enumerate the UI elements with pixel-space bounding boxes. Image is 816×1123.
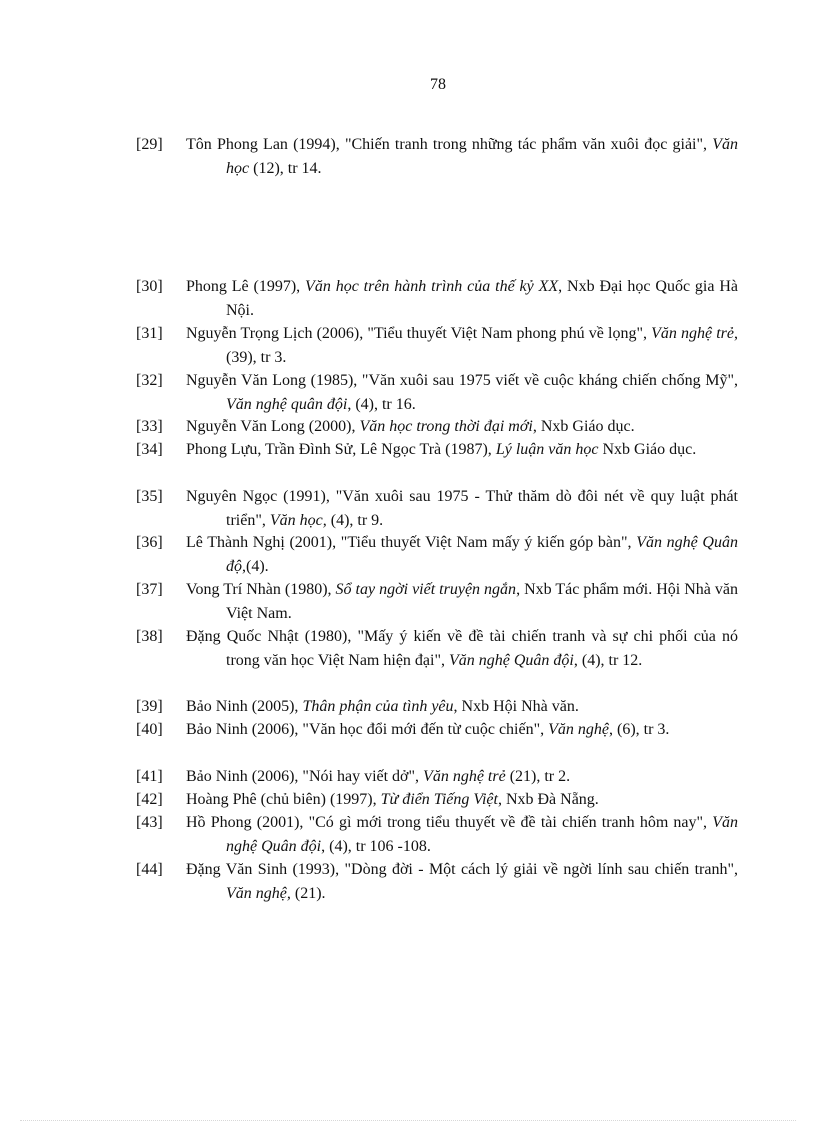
reference-source-title: Văn nghệ trẻ <box>651 325 735 342</box>
reference-entry <box>136 788 738 812</box>
reference-number: [43] <box>136 814 163 831</box>
reference-text <box>186 485 738 532</box>
reference-entry <box>136 695 738 719</box>
reference-text-segment: Bảo Ninh (2005), <box>186 698 303 715</box>
reference-entry <box>136 322 738 369</box>
reference-number: [35] <box>136 488 163 505</box>
reference-text-segment: Tôn Phong Lan (1994), "Chiến tranh trong những tác phẩm văn xuôi đọc giải", <box>186 136 713 153</box>
reference-text-segment: , Nxb Đại học Quốc gia Hà Nội. <box>226 278 739 319</box>
reference-entry <box>136 485 738 532</box>
reference-text-segment: , Nxb Đà Nẵng. <box>497 791 599 808</box>
reference-text-segment: , (6), tr 3. <box>609 721 670 738</box>
reference-number: [42] <box>136 791 163 808</box>
reference-number: [36] <box>136 534 163 551</box>
reference-entry <box>136 578 738 625</box>
reference-text <box>186 531 738 578</box>
page-bottom-rule <box>20 1120 796 1121</box>
reference-source-title: Văn nghệ Quân độ <box>226 534 738 575</box>
reference-number: [38] <box>136 628 163 645</box>
reference-text-segment: , Nxb Hội Nhà văn. <box>453 698 579 715</box>
reference-entry <box>136 369 738 416</box>
reference-text-segment: Bảo Ninh (2006), "Văn học đổi mới đến từ cuộc chiến", <box>186 721 549 738</box>
reference-text-segment: Đặng Quốc Nhật (1980), "Mấy ý kiến về đề tài chiến tranh và sự chi phối của nó trong văn học Việt Nam hiện đại", <box>186 628 738 669</box>
reference-number: [44] <box>136 861 163 878</box>
reference-text-segment: Lê Thành Nghị (2001), "Tiểu thuyết Việt Nam mấy ý kiến góp bàn", <box>186 534 637 551</box>
reference-source-title: Thân phận của tình yêu <box>302 698 454 715</box>
reference-entry <box>136 415 738 439</box>
reference-source-title: Văn nghệ Quân đội <box>449 651 574 669</box>
reference-text-segment: ,(4). <box>242 557 269 575</box>
reference-text-segment: , Nxb Tác phẩm mới. Hội Nhà văn Việt Nam. <box>226 581 739 622</box>
reference-source-title: Văn nghệ <box>548 721 609 738</box>
reference-entry <box>136 438 738 462</box>
reference-text <box>186 578 738 625</box>
reference-number: [40] <box>136 721 163 738</box>
reference-text-segment: , Nxb Giáo dục. <box>532 418 635 435</box>
reference-text-segment: Hoàng Phê (chủ biên) (1997), <box>186 791 381 808</box>
reference-entry <box>136 718 738 742</box>
reference-number: [39] <box>136 698 163 715</box>
reference-source-title: Văn học, <box>269 511 327 529</box>
reference-text-segment: Bảo Ninh (2006), "Nói hay viết dở", <box>186 768 424 785</box>
reference-text <box>186 718 738 742</box>
reference-text <box>186 133 738 180</box>
reference-text-segment: (21), tr 2. <box>505 768 571 785</box>
reference-text <box>186 438 738 462</box>
reference-text-segment: Hồ Phong (2001), "Có gì mới trong tiểu thuyết về đề tài chiến tranh hôm nay", <box>186 814 713 831</box>
page-number: 78 <box>430 76 446 93</box>
reference-text-segment: Vong Trí Nhàn (1980), <box>186 581 336 598</box>
reference-text <box>186 322 738 369</box>
reference-entry <box>136 531 738 578</box>
reference-entry <box>136 625 738 672</box>
reference-source-title: Sổ tay ngời viết truyện ngắn <box>335 581 517 598</box>
reference-number: [30] <box>136 278 163 295</box>
reference-source-title: Văn học trên hành trình của thế kỷ XX <box>305 278 559 295</box>
reference-text-segment: Nguyễn Trọng Lịch (2006), "Tiểu thuyết Việt Nam phong phú về lọng", <box>186 325 652 342</box>
reference-number: [41] <box>136 768 163 785</box>
reference-source-title: Văn nghệ quân đội <box>226 395 348 413</box>
reference-text <box>186 369 738 416</box>
reference-number: [29] <box>136 136 163 153</box>
reference-number: [37] <box>136 581 163 598</box>
reference-text-segment: , (4), tr 12. <box>573 651 643 669</box>
reference-source-title: Văn học <box>226 136 738 177</box>
reference-source-title: Văn nghệ Quân đội <box>226 814 738 855</box>
reference-text <box>186 765 738 789</box>
reference-text <box>186 788 738 812</box>
reference-text-segment: Nxb Giáo dục. <box>598 441 697 458</box>
reference-text <box>186 275 738 322</box>
reference-source-title: Văn học trong thời đại mới <box>359 418 533 435</box>
reference-text-segment: (21). <box>290 884 326 902</box>
reference-text-segment: Đặng Văn Sinh (1993), "Dòng đời - Một cách lý giải về ngời lính sau chiến tranh", <box>186 861 738 878</box>
reference-text-segment: , (4), tr 16. <box>347 395 416 413</box>
reference-text <box>186 858 738 905</box>
reference-text-segment: Phong Lê (1997), <box>186 278 306 295</box>
reference-source-title: Văn nghệ, <box>226 884 291 902</box>
reference-text <box>186 625 738 672</box>
reference-number: [34] <box>136 441 163 458</box>
reference-entry <box>136 275 738 322</box>
reference-entry <box>136 811 738 858</box>
reference-source-title: Từ điển Tiếng Việt <box>380 791 498 808</box>
reference-entry <box>136 858 738 905</box>
reference-text-segment: , (39), tr 3. <box>226 325 739 366</box>
reference-entry <box>136 133 738 180</box>
reference-text <box>186 415 738 439</box>
reference-text-segment: (12), tr 14. <box>249 159 322 177</box>
reference-source-title: Văn nghệ trẻ <box>423 768 506 785</box>
reference-entry <box>136 765 738 789</box>
reference-text <box>186 811 738 858</box>
reference-text <box>186 695 738 719</box>
reference-text-segment: Nguyên Ngọc (1991), "Văn xuôi sau 1975 - Thử thăm dò đôi nét về quy luật phát triển", <box>186 488 738 529</box>
reference-source-title: Lý luận văn học <box>495 441 599 458</box>
reference-number: [31] <box>136 325 163 342</box>
reference-number: [32] <box>136 372 163 389</box>
reference-text-segment: (4), tr 9. <box>326 511 384 529</box>
reference-text-segment: Phong Lựu, Trần Đình Sử, Lê Ngọc Trà (1987), <box>186 441 496 458</box>
reference-text-segment: Nguyễn Văn Long (1985), "Văn xuôi sau 1975 viết về cuộc kháng chiến chống Mỹ", <box>186 372 738 389</box>
reference-number: [33] <box>136 418 163 435</box>
reference-text-segment: Nguyễn Văn Long (2000), <box>186 418 360 435</box>
reference-text-segment: , (4), tr 106 -108. <box>321 837 431 855</box>
